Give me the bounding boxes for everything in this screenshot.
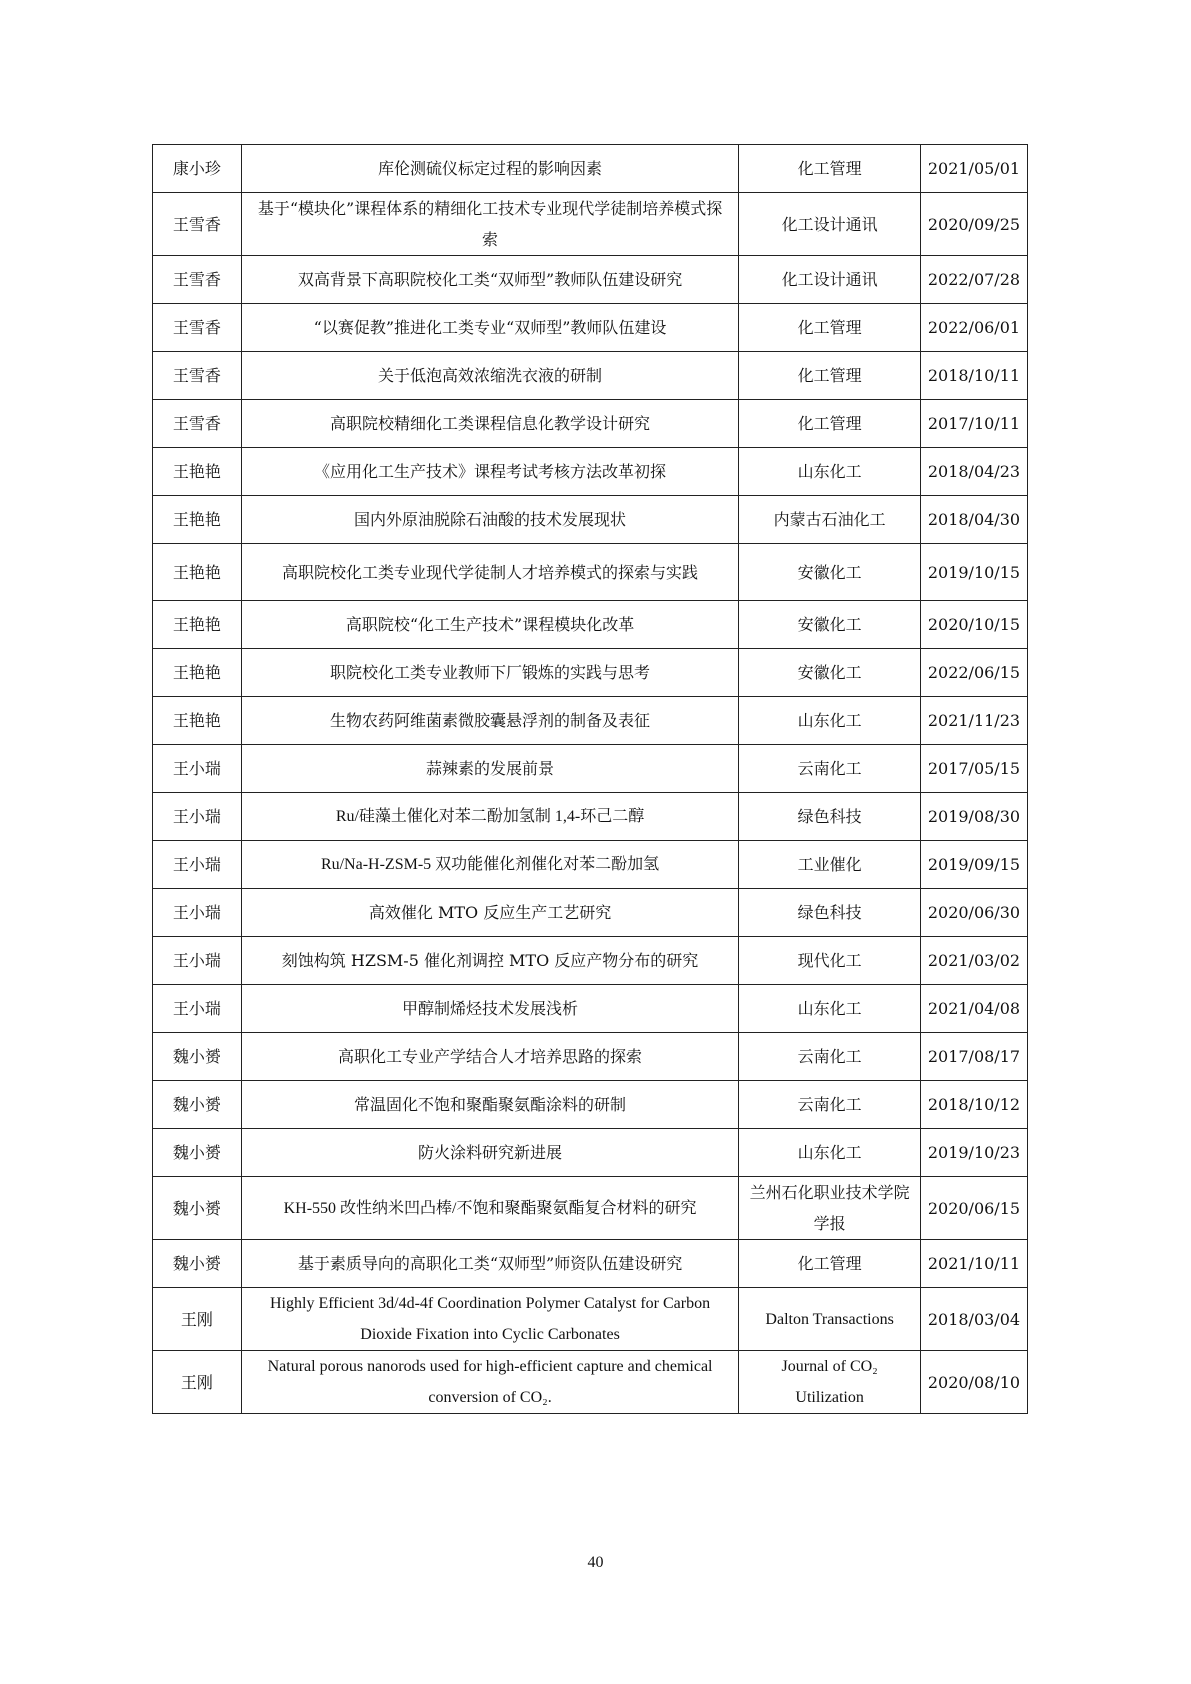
- journal-cell: Journal of CO₂ Utilization: [739, 1351, 921, 1414]
- author-cell: 王小瑞: [153, 841, 242, 889]
- title-cell: 库伦测硫仪标定过程的影响因素: [241, 145, 739, 193]
- author-cell: 王刚: [153, 1288, 242, 1351]
- author-cell: 王艳艳: [153, 601, 242, 649]
- title-cell: 防火涂料研究新进展: [241, 1129, 739, 1177]
- journal-cell: 云南化工: [739, 745, 921, 793]
- table-row: [153, 985, 1028, 1033]
- author-cell: 王雪香: [153, 304, 242, 352]
- title-cell: 高职院校“化工生产技术”课程模块化改革: [241, 601, 739, 649]
- title-cell: “以赛促教”推进化工类专业“双师型”教师队伍建设: [241, 304, 739, 352]
- table-row: [153, 448, 1028, 496]
- title-cell: 基于素质导向的高职化工类“双师型”师资队伍建设研究: [241, 1240, 739, 1288]
- table-row: [153, 193, 1028, 256]
- table-row: [153, 145, 1028, 193]
- table-row: [153, 649, 1028, 697]
- journal-cell: 现代化工: [739, 937, 921, 985]
- journal-cell: 化工管理: [739, 400, 921, 448]
- author-cell: 王小瑞: [153, 889, 242, 937]
- author-cell: 王小瑞: [153, 937, 242, 985]
- author-cell: 王艳艳: [153, 697, 242, 745]
- author-cell: 魏小赟: [153, 1033, 242, 1081]
- title-cell: 常温固化不饱和聚酯聚氨酯涂料的研制: [241, 1081, 739, 1129]
- table-row: [153, 352, 1028, 400]
- author-cell: 魏小赟: [153, 1177, 242, 1240]
- date-cell: 2020/10/15: [920, 601, 1027, 649]
- table-row: [153, 304, 1028, 352]
- date-cell: 2018/10/11: [920, 352, 1027, 400]
- date-cell: 2018/03/04: [920, 1288, 1027, 1351]
- journal-cell: 化工管理: [739, 1240, 921, 1288]
- author-cell: 王雪香: [153, 352, 242, 400]
- table-row: [153, 1033, 1028, 1081]
- journal-cell: Dalton Transactions: [739, 1288, 921, 1351]
- title-cell: 国内外原油脱除石油酸的技术发展现状: [241, 496, 739, 544]
- date-cell: 2019/08/30: [920, 793, 1027, 841]
- table-row: [153, 841, 1028, 889]
- date-cell: 2022/07/28: [920, 256, 1027, 304]
- author-cell: 王艳艳: [153, 649, 242, 697]
- title-cell: 高职院校精细化工类课程信息化教学设计研究: [241, 400, 739, 448]
- date-cell: 2020/08/10: [920, 1351, 1027, 1414]
- date-cell: 2020/06/15: [920, 1177, 1027, 1240]
- author-cell: 康小珍: [153, 145, 242, 193]
- title-cell: Ru/硅藻土催化对苯二酚加氢制 1,4-环己二醇: [241, 793, 739, 841]
- table-row: [153, 496, 1028, 544]
- journal-cell: 化工管理: [739, 352, 921, 400]
- author-cell: 王小瑞: [153, 745, 242, 793]
- date-cell: 2020/06/30: [920, 889, 1027, 937]
- title-cell: 关于低泡高效浓缩洗衣液的研制: [241, 352, 739, 400]
- date-cell: 2018/10/12: [920, 1081, 1027, 1129]
- table-row: [153, 1240, 1028, 1288]
- author-cell: 王艳艳: [153, 496, 242, 544]
- journal-cell: 内蒙古石油化工: [739, 496, 921, 544]
- journal-cell: 安徽化工: [739, 544, 921, 601]
- author-cell: 魏小赟: [153, 1129, 242, 1177]
- author-cell: 魏小赟: [153, 1240, 242, 1288]
- title-cell: 高效催化 MTO 反应生产工艺研究: [241, 889, 739, 937]
- title-cell: 高职化工专业产学结合人才培养思路的探索: [241, 1033, 739, 1081]
- date-cell: 2021/04/08: [920, 985, 1027, 1033]
- author-cell: 王雪香: [153, 193, 242, 256]
- date-cell: 2021/05/01: [920, 145, 1027, 193]
- date-cell: 2018/04/23: [920, 448, 1027, 496]
- title-cell: 高职院校化工类专业现代学徒制人才培养模式的探索与实践: [241, 544, 739, 601]
- journal-cell: 化工设计通讯: [739, 256, 921, 304]
- journal-cell: 绿色科技: [739, 793, 921, 841]
- date-cell: 2017/05/15: [920, 745, 1027, 793]
- title-cell: 甲醇制烯烃技术发展浅析: [241, 985, 739, 1033]
- title-cell: Highly Efficient 3d/4d-4f Coordination Polymer Catalyst for Carbon Dioxide Fixation into Cyclic Carbonates: [241, 1288, 739, 1351]
- journal-cell: 云南化工: [739, 1033, 921, 1081]
- table-row: [153, 544, 1028, 601]
- date-cell: 2022/06/01: [920, 304, 1027, 352]
- table-row: [153, 889, 1028, 937]
- title-cell: 双高背景下高职院校化工类“双师型”教师队伍建设研究: [241, 256, 739, 304]
- author-cell: 王艳艳: [153, 544, 242, 601]
- table-row: [153, 256, 1028, 304]
- author-cell: 王小瑞: [153, 985, 242, 1033]
- author-cell: 王雪香: [153, 400, 242, 448]
- title-cell: 蒜辣素的发展前景: [241, 745, 739, 793]
- table-row: [153, 745, 1028, 793]
- date-cell: 2019/10/23: [920, 1129, 1027, 1177]
- title-cell: 《应用化工生产技术》课程考试考核方法改革初探: [241, 448, 739, 496]
- table-row: [153, 1177, 1028, 1240]
- date-cell: 2021/11/23: [920, 697, 1027, 745]
- table-row: [153, 697, 1028, 745]
- journal-cell: 山东化工: [739, 1129, 921, 1177]
- journal-cell: 山东化工: [739, 448, 921, 496]
- date-cell: 2021/03/02: [920, 937, 1027, 985]
- title-cell: 刻蚀构筑 HZSM-5 催化剂调控 MTO 反应产物分布的研究: [241, 937, 739, 985]
- journal-cell: 安徽化工: [739, 649, 921, 697]
- author-cell: 王小瑞: [153, 793, 242, 841]
- title-cell: Ru/Na-H-ZSM-5 双功能催化剂催化对苯二酚加氢: [241, 841, 739, 889]
- table-row: [153, 601, 1028, 649]
- table-row: [153, 1081, 1028, 1129]
- title-cell: 职院校化工类专业教师下厂锻炼的实践与思考: [241, 649, 739, 697]
- author-cell: 王刚: [153, 1351, 242, 1414]
- table-row: [153, 937, 1028, 985]
- title-cell: 生物农药阿维菌素微胶囊悬浮剂的制备及表征: [241, 697, 739, 745]
- title-cell: Natural porous nanorods used for high-efficient capture and chemical conversion of CO₂.: [241, 1351, 739, 1414]
- journal-cell: 工业催化: [739, 841, 921, 889]
- author-cell: 魏小赟: [153, 1081, 242, 1129]
- journal-cell: 山东化工: [739, 697, 921, 745]
- journal-cell: 绿色科技: [739, 889, 921, 937]
- publication-table: [152, 144, 1028, 1414]
- journal-cell: 云南化工: [739, 1081, 921, 1129]
- author-cell: 王艳艳: [153, 448, 242, 496]
- journal-cell: 兰州石化职业技术学院学报: [739, 1177, 921, 1240]
- date-cell: 2017/08/17: [920, 1033, 1027, 1081]
- title-cell: 基于“模块化”课程体系的精细化工技术专业现代学徒制培养模式探索: [241, 193, 739, 256]
- date-cell: 2020/09/25: [920, 193, 1027, 256]
- date-cell: 2022/06/15: [920, 649, 1027, 697]
- title-cell: KH-550 改性纳米凹凸棒/不饱和聚酯聚氨酯复合材料的研究: [241, 1177, 739, 1240]
- journal-cell: 山东化工: [739, 985, 921, 1033]
- journal-cell: 化工设计通讯: [739, 193, 921, 256]
- table-row: [153, 793, 1028, 841]
- table-row: [153, 1288, 1028, 1351]
- table-body: [153, 145, 1028, 1414]
- page-number: 40: [587, 1554, 604, 1571]
- journal-cell: 化工管理: [739, 145, 921, 193]
- date-cell: 2021/10/11: [920, 1240, 1027, 1288]
- date-cell: 2018/04/30: [920, 496, 1027, 544]
- table-row: [153, 400, 1028, 448]
- table-row: [153, 1129, 1028, 1177]
- date-cell: 2017/10/11: [920, 400, 1027, 448]
- date-cell: 2019/10/15: [920, 544, 1027, 601]
- journal-cell: 化工管理: [739, 304, 921, 352]
- author-cell: 王雪香: [153, 256, 242, 304]
- journal-cell: 安徽化工: [739, 601, 921, 649]
- date-cell: 2019/09/15: [920, 841, 1027, 889]
- table-row: [153, 1351, 1028, 1414]
